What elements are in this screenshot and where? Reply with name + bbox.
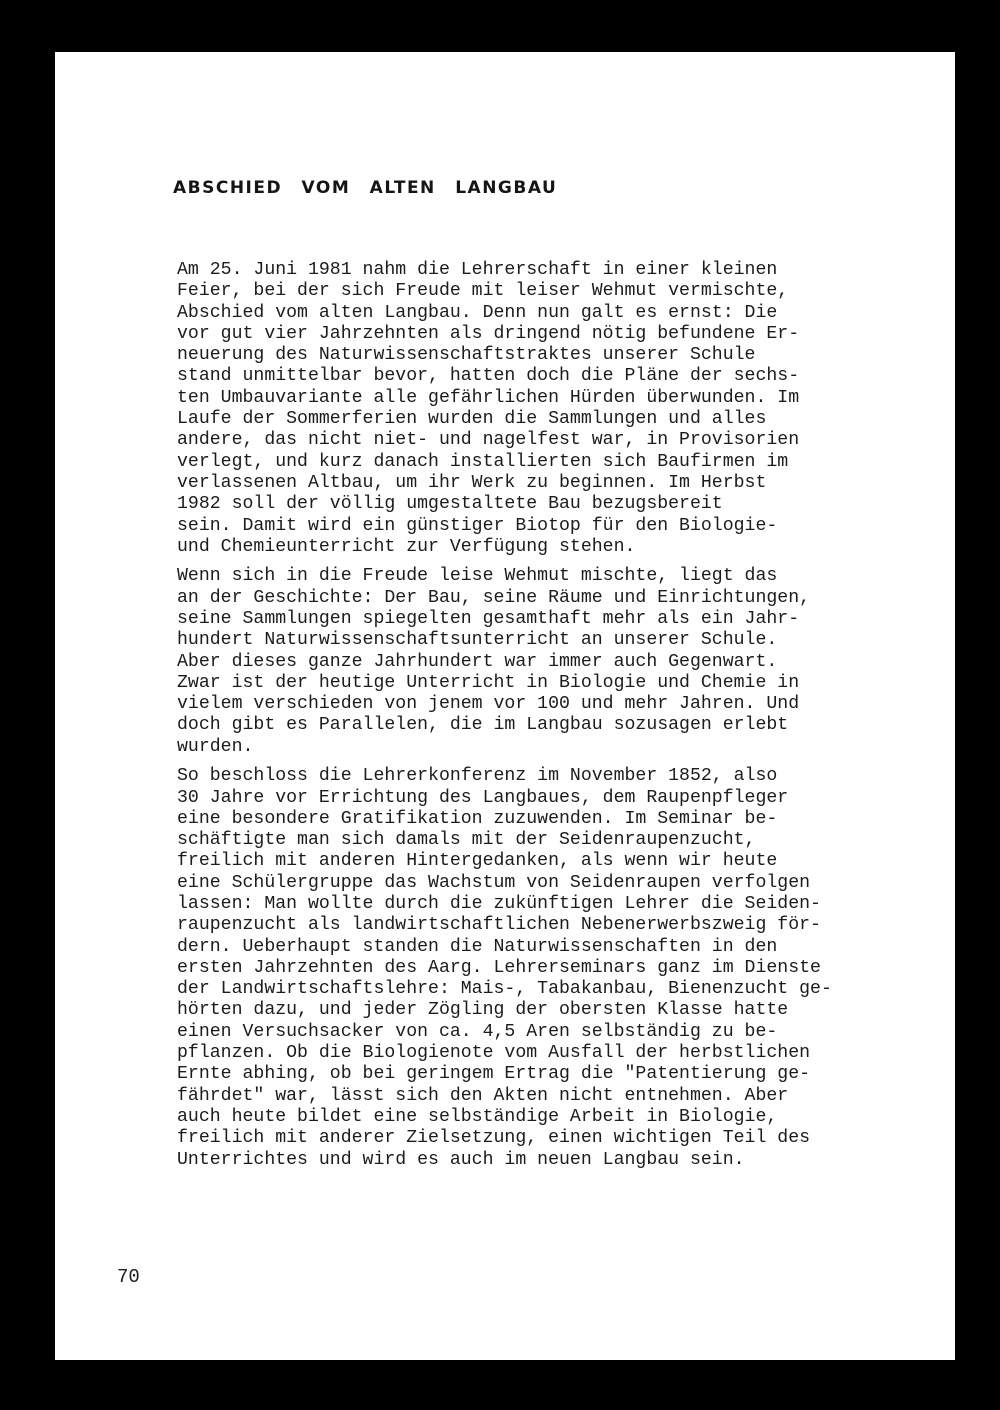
text-line: wurden. bbox=[177, 736, 254, 757]
text-line: Laufe der Sommerferien wurden die Sammlungen und alles bbox=[177, 409, 767, 430]
text-line: Zwar ist der heutige Unterricht in Biologie und Chemie in bbox=[177, 672, 800, 693]
text-line: Feier, bei der sich Freude mit leiser Wehmut vermischte, bbox=[177, 281, 789, 302]
text-line: verlassenen Altbau, um ihr Werk zu beginnen. Im Herbst bbox=[177, 472, 767, 493]
page-number: 70 bbox=[117, 1266, 140, 1288]
text-line: eine Schülergruppe das Wachstum von Seidenraupen verfolgen bbox=[177, 872, 811, 893]
text-line: der Landwirtschaftslehre: Mais-, Tabakanbau, Bienenzucht ge- bbox=[177, 979, 832, 1000]
text-line: fährdet" war, lässt sich den Akten nicht entnehmen. Aber bbox=[177, 1085, 789, 1106]
text-line: hundert Naturwissenschaftsunterricht an unserer Schule. bbox=[177, 630, 778, 651]
text-line: dern. Ueberhaupt standen die Naturwissenschaften in den bbox=[177, 936, 778, 957]
text-line: sein. Damit wird ein günstiger Biotop für den Biologie- bbox=[177, 515, 778, 536]
text-line: vielem verschieden von jenem vor 100 und mehr Jahren. Und bbox=[177, 694, 800, 715]
article-body bbox=[177, 260, 957, 1179]
text-line: andere, das nicht niet- und nagelfest war, in Provisorien bbox=[177, 430, 800, 451]
text-line: und Chemieunterricht zur Verfügung stehen. bbox=[177, 536, 636, 557]
text-line: Ernte abhing, ob bei geringem Ertrag die "Patentierung ge- bbox=[177, 1064, 811, 1085]
text-line: stand unmittelbar bevor, hatten doch die Pläne der sechs- bbox=[177, 366, 800, 387]
text-line: Wenn sich in die Freude leise Wehmut mischte, liegt das bbox=[177, 566, 778, 587]
text-line: einen Versuchsacker von ca. 4,5 Aren selbständig zu be- bbox=[177, 1021, 778, 1042]
text-line: vor gut vier Jahrzehnten als dringend nötig befundene Er- bbox=[177, 323, 800, 344]
text-line: Unterrichtes und wird es auch im neuen Langbau sein. bbox=[177, 1149, 745, 1170]
text-line: neuerung des Naturwissenschaftstraktes unserer Schule bbox=[177, 345, 756, 366]
text-line: freilich mit anderer Zielsetzung, einen wichtigen Teil des bbox=[177, 1128, 811, 1149]
paragraph-1 bbox=[177, 260, 957, 558]
text-line: eine besondere Gratifikation zuzuwenden. Im Seminar be- bbox=[177, 808, 778, 829]
text-line: So beschloss die Lehrerkonferenz im November 1852, also bbox=[177, 766, 778, 787]
text-line: ten Umbauvariante alle gefährlichen Hürden überwunden. Im bbox=[177, 387, 800, 408]
text-line: lassen: Man wollte durch die zukünftigen Lehrer die Seiden- bbox=[177, 893, 821, 914]
text-line: raupenzucht als landwirtschaftlichen Nebenerwerbszweig för- bbox=[177, 915, 821, 936]
text-line: Abschied vom alten Langbau. Denn nun galt es ernst: Die bbox=[177, 302, 778, 323]
text-line: doch gibt es Parallelen, die im Langbau sozusagen erlebt bbox=[177, 715, 789, 736]
text-line: an der Geschichte: Der Bau, seine Räume und Einrichtungen, bbox=[177, 587, 811, 608]
text-line: hörten dazu, und jeder Zögling der obersten Klasse hatte bbox=[177, 1000, 789, 1021]
text-line: 1982 soll der völlig umgestaltete Bau bezugsbereit bbox=[177, 494, 723, 515]
text-line: verlegt, und kurz danach installierten sich Baufirmen im bbox=[177, 451, 789, 472]
text-line: Am 25. Juni 1981 nahm die Lehrerschaft in einer kleinen bbox=[177, 260, 778, 280]
text-line: 30 Jahre vor Errichtung des Langbaues, dem Raupenpfleger bbox=[177, 787, 789, 808]
text-line: freilich mit anderen Hintergedanken, als wenn wir heute bbox=[177, 851, 778, 872]
paragraph-3 bbox=[177, 766, 957, 1171]
document-page bbox=[55, 52, 955, 1360]
text-line: auch heute bildet eine selbständige Arbeit in Biologie, bbox=[177, 1106, 778, 1127]
text-line: ersten Jahrzehnten des Aarg. Lehrerseminars ganz im Dienste bbox=[177, 957, 821, 978]
paragraph-2 bbox=[177, 566, 957, 758]
text-line: pflanzen. Ob die Biologienote vom Ausfall der herbstlichen bbox=[177, 1043, 811, 1064]
page-title: ABSCHIED VOM ALTEN LANGBAU bbox=[173, 178, 558, 198]
text-line: seine Sammlungen spiegelten gesamthaft mehr als ein Jahr- bbox=[177, 608, 800, 629]
text-line: schäftigte man sich damals mit der Seidenraupenzucht, bbox=[177, 830, 756, 851]
text-line: Aber dieses ganze Jahrhundert war immer auch Gegenwart. bbox=[177, 651, 778, 672]
